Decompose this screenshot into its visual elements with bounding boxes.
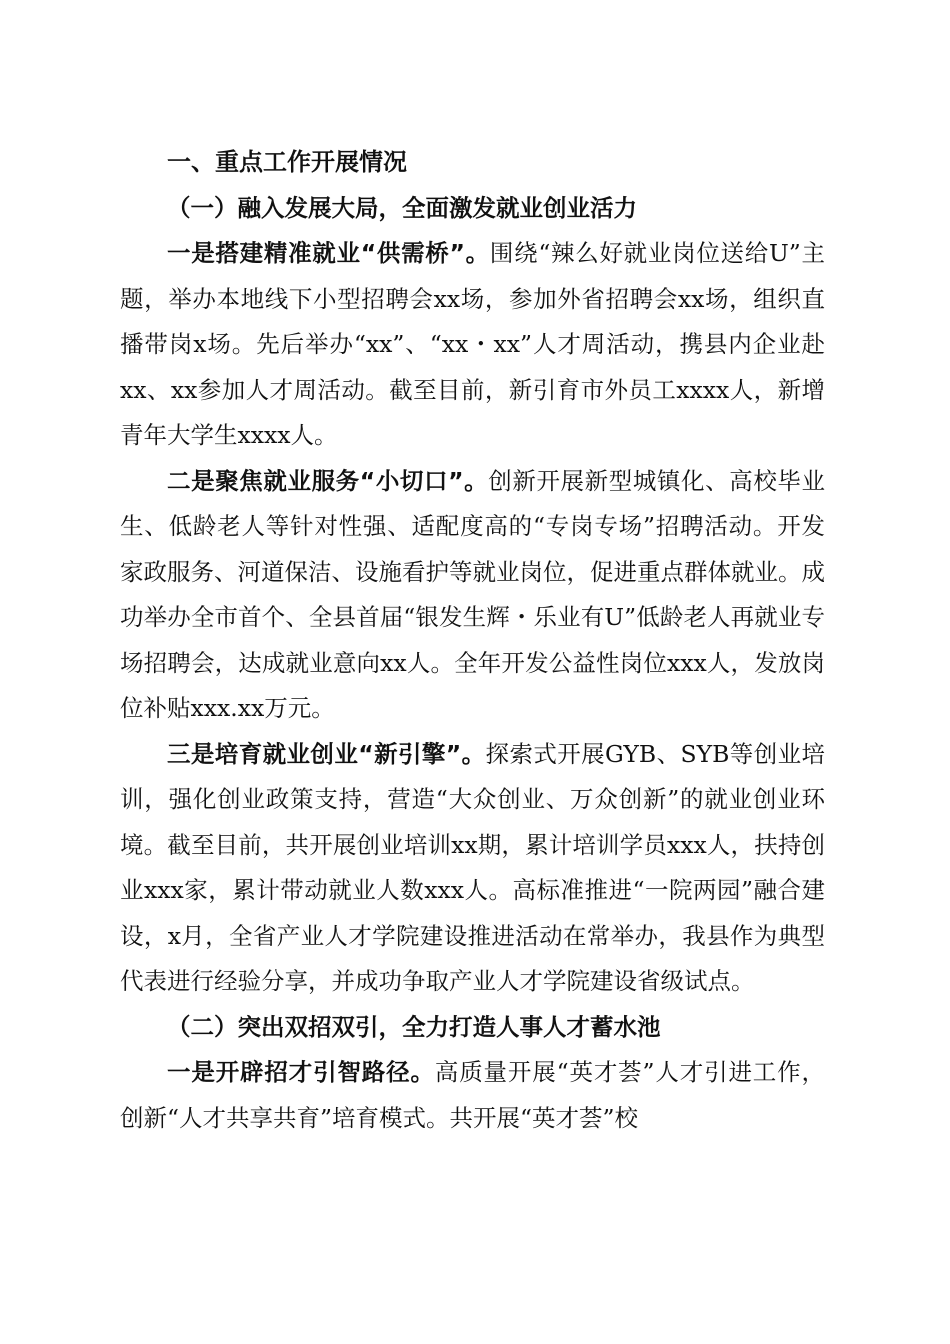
section-heading: 一、重点工作开展情况 bbox=[167, 148, 407, 176]
paragraph-lead: 二是聚焦就业服务“小切口”。 bbox=[167, 466, 489, 495]
subsection-heading-2: （二）突出双招双引，全力打造人事人才蓄水池 bbox=[167, 1012, 661, 1041]
paragraph-1-1 bbox=[120, 231, 825, 459]
paragraph-body: 高质量开展“英才荟”人才引进工作，创新“人才共享共育”培育模式。共开展“英才荟”校 bbox=[120, 1058, 825, 1132]
paragraph-lead: 一是搭建精准就业“供需桥”。 bbox=[167, 239, 490, 267]
paragraph-2-1 bbox=[120, 1050, 825, 1141]
paragraph-body: 创新开展新型城镇化、高校毕业生、低龄老人等针对性强、适配度高的“专岗专场”招聘活动。开发家政服务、河道保洁、设施看护等就业岗位，促进重点群体就业。成功举办全市首个、全县首届“银发生辉・乐业有U”低龄老人再就业专场招聘会，达成就业意向xx人。全年开发公益性岗位xxx人，发放岗位补贴xxx.xx万元。 bbox=[120, 466, 826, 722]
document-body bbox=[120, 140, 825, 1141]
subsection-heading-1: （一）融入发展大局，全面激发就业创业活力 bbox=[167, 193, 637, 222]
paragraph-body: 围绕“辣么好就业岗位送给U”主题，举办本地线下小型招聘会xx场，参加外省招聘会xx场，组织直播带岗x场。先后举办“xx”、“xx・xx”人才周活动，携县内企业赴xx、xx参加人才周活动。截至目前，新引育市外员工xxxx人，新增青年大学生xxxx人。 bbox=[120, 239, 825, 449]
paragraph-lead: 一是开辟招才引智路径。 bbox=[167, 1058, 435, 1086]
paragraph-lead: 三是培育就业创业“新引擎”。 bbox=[167, 739, 486, 768]
paragraph-1-2 bbox=[120, 459, 825, 732]
paragraph-body: 探索式开展GYB、SYB等创业培训，强化创业政策支持，营造“大众创业、万众创新”的就业创业环境。截至目前，共开展创业培训xx期，累计培训学员xxx人，扶持创业xxx家，累计带动就业人数xxx人。高标准推进“一院两园”融合建设，x月，全省产业人才学院建设推进活动在常举办，我县作为典型代表进行经验分享，并成功争取产业人才学院建设省级试点。 bbox=[120, 739, 826, 995]
paragraph-1-3 bbox=[120, 732, 825, 1005]
